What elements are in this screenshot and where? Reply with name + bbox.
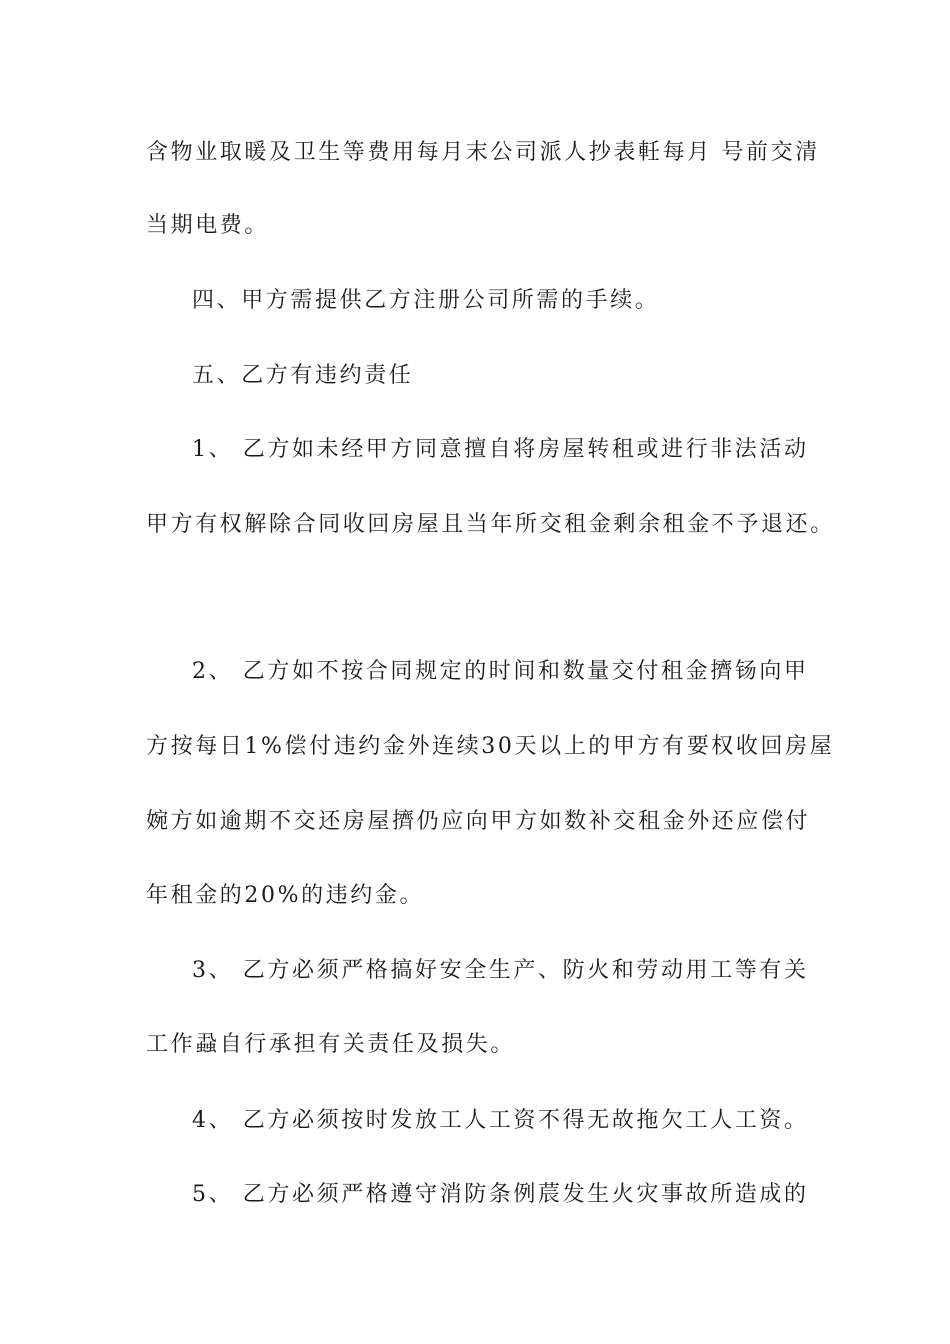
- item-3-line-2: 工作蝨自行承担有关责任及损失。: [146, 1032, 516, 1057]
- item-1-line-1: 1、 乙方如未经甲方同意擅自将房屋转租或进行非法活动: [192, 437, 809, 462]
- item-2-line-2: 方按每日1%偿付违约金外连续30天以上的甲方有要权收回房屋: [146, 734, 835, 759]
- clause-four: 四、甲方需提供乙方注册公司所需的手续。: [192, 288, 660, 313]
- item-3-line-1: 3、 乙方必须严格搞好安全生产、防火和劳动用工等有关: [192, 958, 809, 983]
- item-4-line-1: 4、 乙方必须按时发放工人工资不得无故拖欠工人工资。: [192, 1108, 809, 1133]
- item-1-line-2: 甲方有权解除合同收回房屋且当年所交租金剩余租金不予退还。: [146, 512, 835, 537]
- text-line-1: 含物业取暖及卫生等费用每月末公司派人抄表軠每月 号前交清: [146, 140, 820, 165]
- clause-five-heading: 五、乙方有违约责任: [192, 363, 414, 388]
- item-5-line-1: 5、 乙方必须严格遵守消防条例莀发生火灾事故所造成的: [192, 1182, 809, 1207]
- item-2-line-4: 年租金的20%的违约金。: [146, 883, 425, 908]
- item-2-line-1: 2、 乙方如不按合同规定的时间和数量交付租金擠钖向甲: [192, 659, 809, 684]
- item-2-line-3: 婉方如逾期不交还房屋擠仍应向甲方如数补交租金外还应偿付: [146, 809, 811, 834]
- text-line-2: 当期电费。: [146, 213, 270, 238]
